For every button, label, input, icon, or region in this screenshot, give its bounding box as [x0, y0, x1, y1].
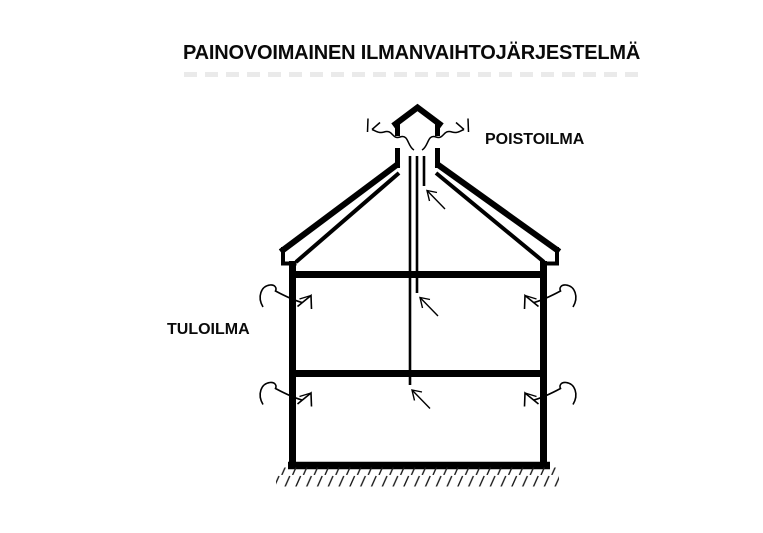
- supply-air-label: TULOILMA: [167, 321, 250, 338]
- exhaust-air-label: POISTOILMA: [485, 131, 585, 148]
- outflow-arrow-right: [422, 119, 469, 151]
- inflow-arrow-lower-right: [525, 382, 576, 406]
- duct-arrow-ground: [412, 390, 430, 409]
- ground-hatching: [276, 468, 559, 487]
- diagram-title: PAINOVOIMAINEN ILMANVAIHTOJÄRJESTELMÄ: [183, 42, 641, 64]
- exhaust-air-arrows: [368, 119, 469, 151]
- outflow-arrow-left: [368, 119, 415, 151]
- duct-arrow-upper: [420, 298, 438, 317]
- inflow-arrow-upper-right: [525, 285, 576, 309]
- exhaust-ducts: [410, 156, 424, 385]
- supply-air-arrows: [260, 285, 576, 407]
- inflow-arrow-upper-left: [260, 285, 311, 309]
- duct-arrow-attic: [427, 191, 445, 210]
- roof: [283, 166, 557, 264]
- inflow-arrow-lower-left: [260, 382, 311, 406]
- house-walls: [288, 261, 550, 469]
